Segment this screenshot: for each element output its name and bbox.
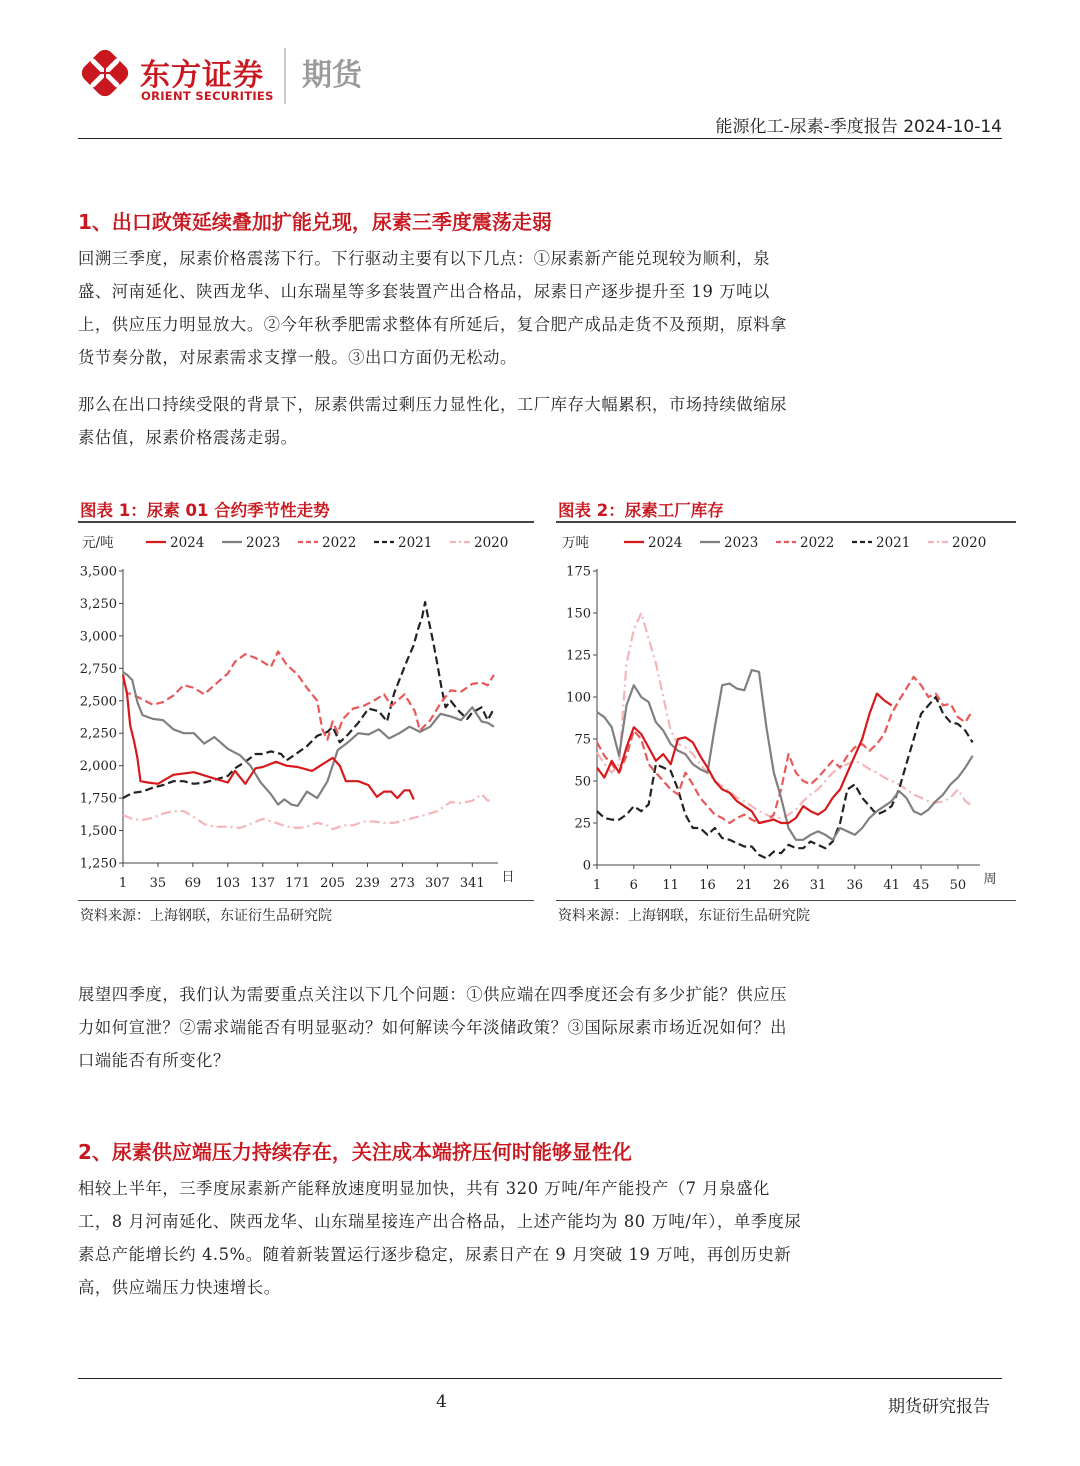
- y-tick-label: 175: [566, 564, 591, 580]
- x-tick-label: 273: [390, 876, 415, 891]
- figure-1-bottom-rule: [78, 900, 534, 901]
- series-line-2024: [597, 694, 892, 823]
- legend-label-2022: 2022: [800, 535, 835, 551]
- legend-label-2021: 2021: [398, 535, 433, 551]
- y-tick-label: 150: [566, 606, 591, 622]
- y-tick-label: 2,750: [79, 661, 117, 677]
- y-tick-label: 2,250: [79, 726, 117, 742]
- series-line-2023: [123, 672, 494, 806]
- paragraph-text: 回溯三季度，尿素价格震荡下行。下行驱动主要有以下几点：①尿素新产能兑现较为顺利，泉盛、河南延化、陕西龙华、山东瑞星等多套装置产出合格品，尿素日产逐步提升至 19 万吨以上，供应压力明显放大。②今年秋季肥需求整体有所延后，复合肥产成品走货不及预期，原料拿货节奏分散，对尿素需求支撑一般。③出口方面仍无松动。: [78, 249, 788, 367]
- paragraph-text: 那么在出口持续受限的背景下，尿素供需过剩压力显性化，工厂库存大幅累积，市场持续做缩尿素估值，尿素价格震荡走弱。: [78, 395, 788, 447]
- section-2-paragraph: [78, 1172, 802, 1304]
- series-line-2021: [597, 697, 973, 858]
- x-tick-label: 26: [772, 878, 790, 893]
- y-tick-label: 125: [566, 648, 591, 664]
- x-tick-label: 69: [184, 876, 202, 891]
- logo-divider: [284, 48, 286, 104]
- chart-urea-factory-inventory: [556, 526, 1016, 898]
- section-2-title: 2、尿素供应端压力持续存在，关注成本端挤压何时能够显性化: [78, 1140, 632, 1164]
- x-axis-unit-label: 周: [983, 872, 997, 887]
- series-line-2022: [597, 677, 973, 823]
- y-axis-unit-label: 万吨: [562, 535, 589, 551]
- x-tick-label: 50: [949, 878, 967, 893]
- x-tick-label: 41: [883, 878, 900, 893]
- x-tick-label: 1: [592, 878, 602, 893]
- x-tick-label: 11: [662, 878, 679, 893]
- series-line-2022: [123, 652, 494, 740]
- figure-2-title-rule: [556, 521, 1016, 523]
- series-line-2024: [123, 675, 414, 800]
- legend-label-2024: 2024: [648, 535, 683, 551]
- section-1-title: 1、出口政策延续叠加扩能兑现，尿素三季度震荡走弱: [78, 210, 552, 234]
- figure-1-title-rule: [78, 521, 534, 523]
- report-info: 能源化工-尿素-季度报告 2024-10-14: [715, 117, 1002, 137]
- legend-label-2022: 2022: [322, 535, 357, 551]
- x-tick-label: 45: [912, 878, 930, 893]
- legend-label-2021: 2021: [876, 535, 911, 551]
- y-tick-label: 0: [582, 858, 591, 874]
- y-tick-label: 3,250: [79, 596, 117, 612]
- legend-label-2020: 2020: [952, 535, 987, 551]
- y-tick-label: 1,750: [79, 791, 117, 807]
- footer-label: 期货研究报告: [888, 1397, 990, 1417]
- y-tick-label: 3,500: [79, 564, 117, 580]
- y-tick-label: 2,000: [79, 759, 117, 775]
- y-tick-label: 100: [566, 690, 591, 706]
- x-tick-label: 35: [149, 876, 167, 891]
- logo-english-name: ORIENT SECURITIES: [141, 89, 274, 103]
- x-axis-unit-label: 日: [501, 870, 515, 885]
- figure-2-title: 图表 2：尿素工厂库存: [558, 501, 724, 520]
- figure-1-title: 图表 1：尿素 01 合约季节性走势: [80, 501, 330, 520]
- y-tick-label: 3,000: [79, 629, 117, 645]
- section-1-paragraph-1: [78, 242, 802, 374]
- outlook-paragraph: [78, 978, 802, 1077]
- x-tick-label: 36: [846, 878, 864, 893]
- x-tick-label: 341: [459, 876, 485, 891]
- logo-futures-label: 期货: [302, 58, 362, 93]
- legend-label-2023: 2023: [246, 535, 281, 551]
- figure-1-source: 资料来源：上海钢联，东证衍生品研究院: [80, 908, 332, 924]
- y-tick-label: 50: [574, 774, 591, 790]
- x-tick-label: 21: [736, 878, 753, 893]
- x-tick-label: 205: [320, 876, 346, 891]
- x-tick-label: 103: [215, 876, 241, 891]
- figure-2-source: 资料来源：上海钢联，东证衍生品研究院: [558, 908, 810, 924]
- series-line-2021: [123, 602, 494, 798]
- y-tick-label: 2,500: [79, 694, 117, 710]
- x-tick-label: 31: [809, 878, 827, 893]
- paragraph-text: 展望四季度，我们认为需要重点关注以下几个问题：①供应端在四季度还会有多少扩能？供应压力如何宣泄？②需求端能否有明显驱动？如何解读今年淡储政策？③国际尿素市场近况如何？出口端能否有所变化？: [78, 985, 788, 1070]
- legend-label-2023: 2023: [724, 535, 759, 551]
- x-tick-label: 171: [285, 876, 311, 891]
- company-logo-icon: [78, 46, 132, 100]
- y-tick-label: 1,500: [79, 824, 117, 840]
- legend-label-2020: 2020: [474, 535, 509, 551]
- header-divider: [78, 138, 1002, 139]
- section-1-paragraph-2: [78, 388, 802, 454]
- legend-label-2024: 2024: [170, 535, 205, 551]
- x-tick-label: 137: [250, 876, 276, 891]
- x-tick-label: 307: [424, 876, 450, 891]
- chart-urea-01-seasonal: [78, 526, 534, 898]
- y-tick-label: 1,250: [79, 856, 117, 872]
- page-number: 4: [436, 1392, 447, 1412]
- x-tick-label: 6: [629, 878, 638, 893]
- figure-2-bottom-rule: [556, 900, 1016, 901]
- logo-chinese-name: 东方证券: [140, 58, 264, 93]
- footer-divider: [78, 1378, 1002, 1379]
- paragraph-text: 相较上半年，三季度尿素新产能释放速度明显加快，共有 320 万吨/年产能投产（7 月泉盛化工，8 月河南延化、陕西龙华、山东瑞星接连产出合格品，上述产能均为 80 万吨/年），单季度尿素总产能增长约 4.5%。随着新装置运行逐步稳定，尿素日产在 9 月突破 19 万吨，再创历史新高，供应端压力快速增长。: [78, 1179, 802, 1297]
- series-line-2020: [123, 794, 494, 829]
- y-axis-unit-label: 元/吨: [82, 535, 114, 551]
- x-tick-label: 16: [699, 878, 716, 893]
- x-tick-label: 1: [118, 876, 128, 891]
- y-tick-label: 75: [574, 732, 591, 748]
- y-tick-label: 25: [574, 816, 591, 832]
- x-tick-label: 239: [355, 876, 380, 891]
